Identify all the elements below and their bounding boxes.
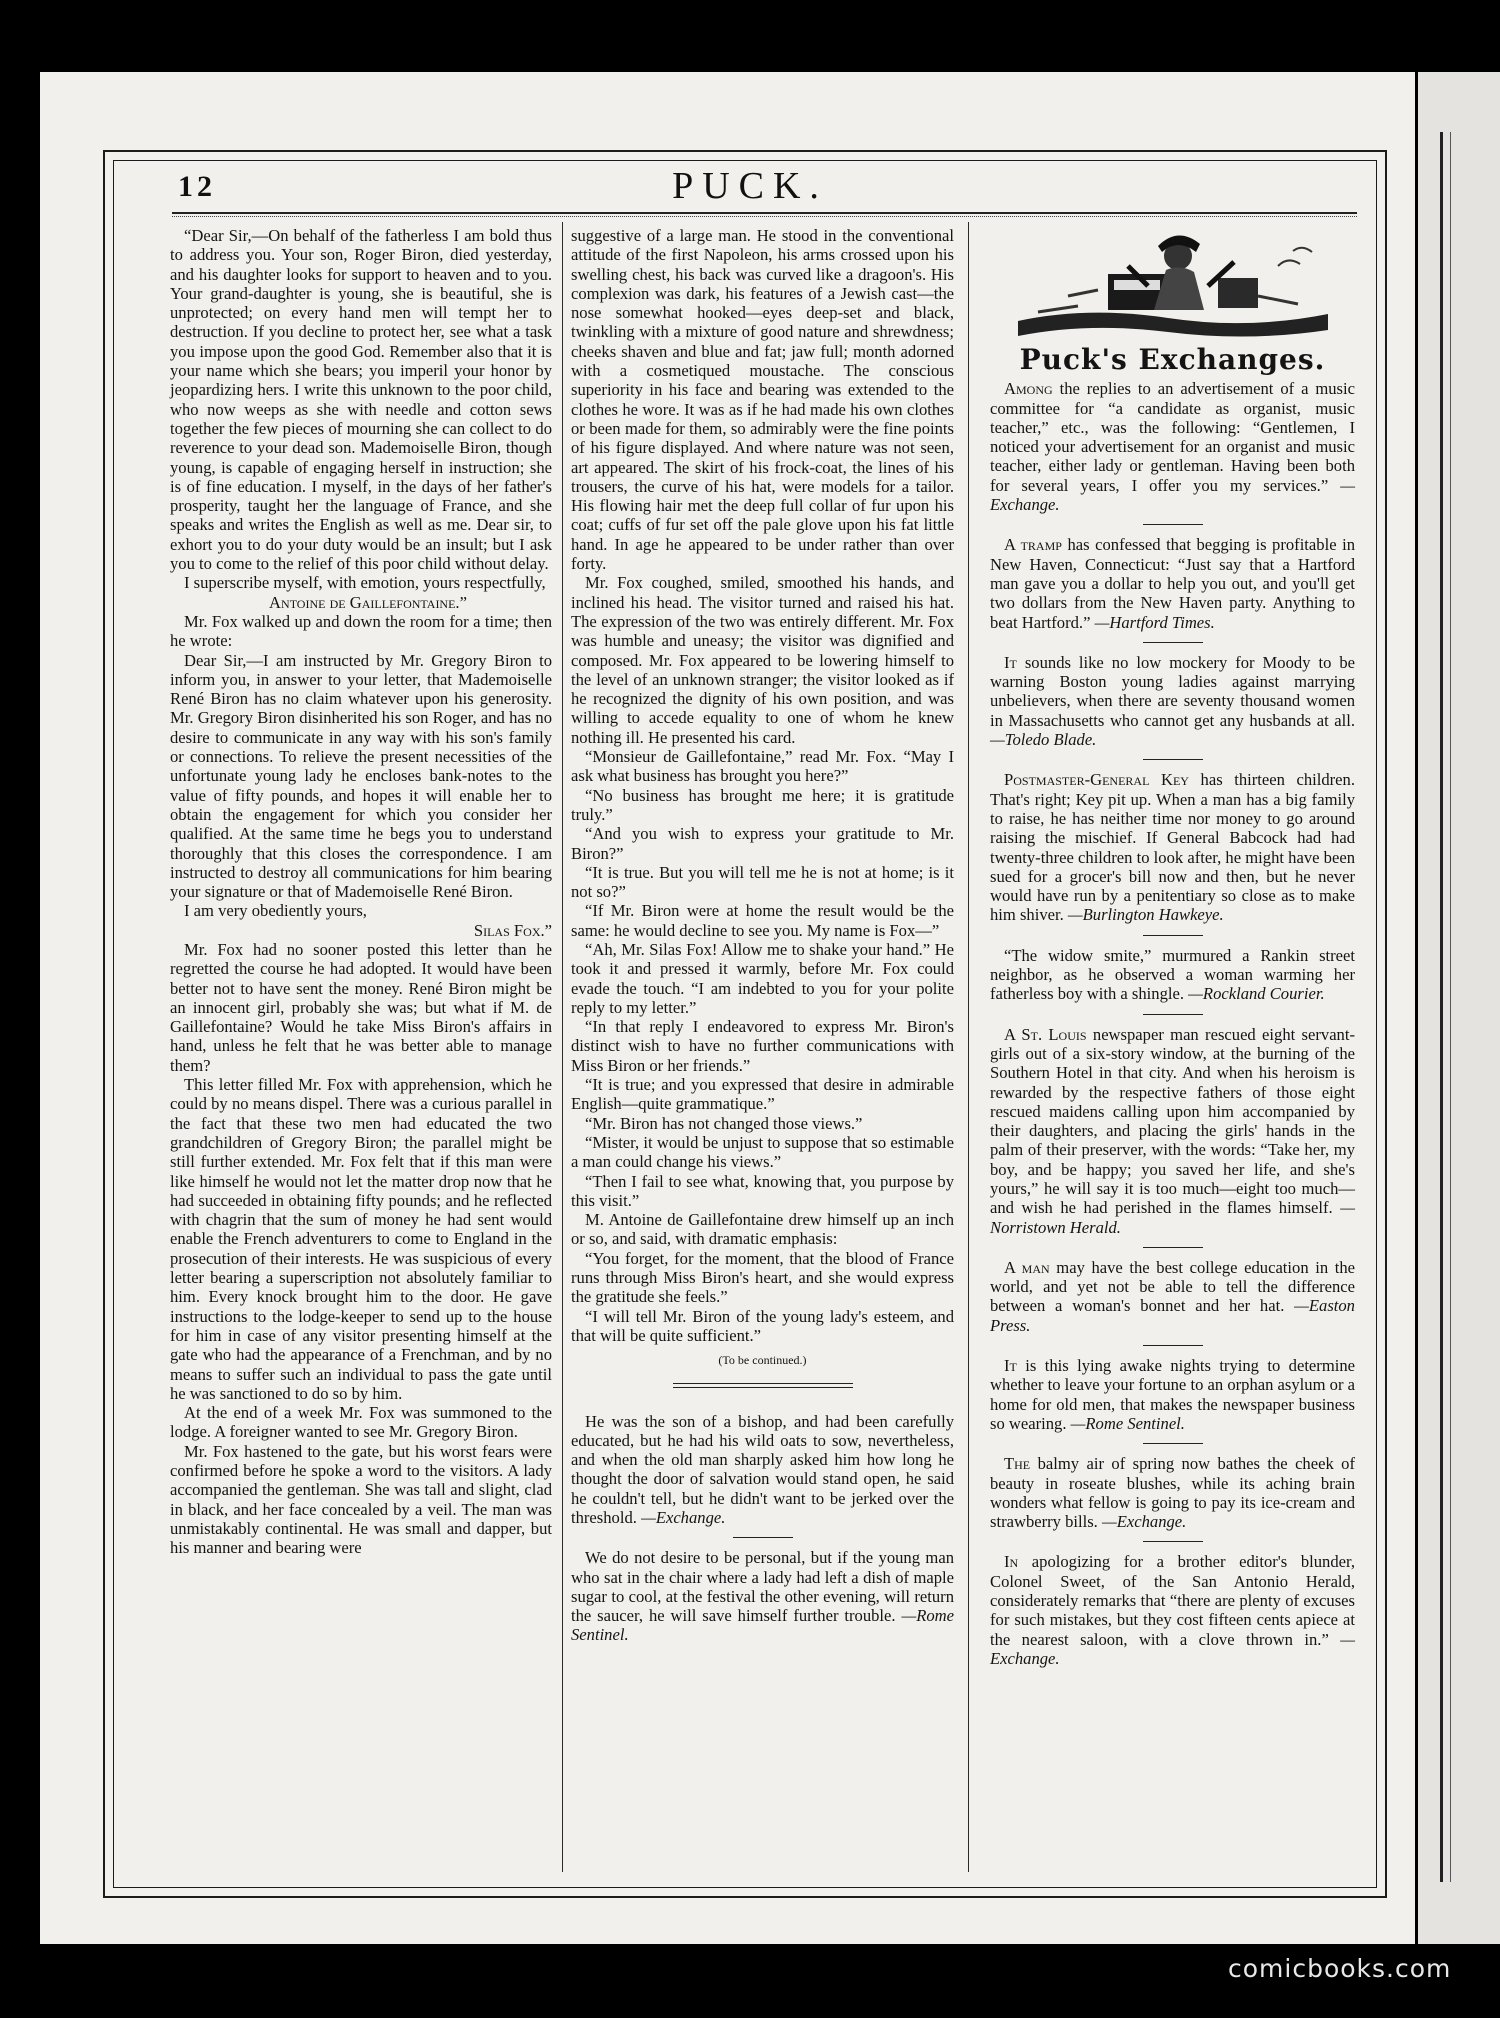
story-paragraph: Mr. Fox walked up and down the room for a time; then he wrote:	[170, 611, 552, 651]
letter-paragraph: “Dear Sir,—On behalf of the fatherless I am bold thus to address you. Your son, Roger Biron, died yesterday, and his daughter looks for support to heaven and to you. Your grand-daughter is young, she is beautiful, she is unprotected; on every hand men will tempt her to destruction. If you decline to protect her, see what a task you impose upon the good God. Remember also that it is your name which she bears; you imperil your honor by jeopardizing hers. I write this unknown to the poor child, who now weeps as she with needle and cotton sews together the few pieces of mourning she can collect to do reverence to your dead son. Mademoiselle Biron, though young, is capable of engaging herself in instruction; she is of fine education. I myself, in the days of her father's prosperity, taught her the language of France, and she speaks and writes the English as well as me. Dear sir, to exhort you to do your duty would be an insult; but I ask you to come to the relief of this poor child without delay.	[170, 226, 552, 574]
column-3	[990, 226, 1355, 1668]
exchange-item	[990, 770, 1355, 924]
header-rule	[172, 212, 1357, 214]
story-paragraph: At the end of a week Mr. Fox was summoned to the lodge. A foreigner wanted to see Mr. Gregory Biron.	[170, 1403, 552, 1442]
exchange-item-source: —Easton Press.	[990, 1296, 1355, 1335]
dialogue-line: “I will tell Mr. Biron of the young lady's esteem, and that will be quite sufficient.”	[571, 1306, 954, 1345]
dialogue-line: “Ah, Mr. Silas Fox! Allow me to shake your hand.” He took it and pressed it warmly, before Mr. Fox could evade the touch. “I am indebted to you for your polite reply to my letter.”	[571, 939, 954, 1017]
story-paragraph: Mr. Fox coughed, smiled, smoothed his hands, and inclined his head. The visitor turned and raised his hat. The expression of the two was entirely different. Mr. Fox was humble and uneasy; the visitor was dignified and composed. Mr. Fox appeared to be lowering himself to the level of an unknown stranger; the visitor looked as if he recognized the dignity of his own position, and was willing to accede equality to one of whom he knew nothing ill. He presented his card.	[571, 573, 954, 747]
exchange-item-source: —Exchange.	[990, 1629, 1355, 1668]
exchange-item-text: has thirteen children. That's right; Key pit up. When a man has a big family to raise, he has neither time nor money to go around raising the mischief. If General Babcock had had twenty-three children to look after, he might have been sued for a grocer's bill now and then, but he never would have run by a penitentiary so close as to make him shiver.	[990, 770, 1355, 925]
story-paragraph: Mr. Fox hastened to the gate, but his worst fears were confirmed before he spoke a word to the visitors. A lady accompanied the gentleman. She was tall and slight, clad in black, and her face concealed by a veil. The man was unmistakably continental. He was small and dapper, but his manner and bearing were	[170, 1441, 552, 1558]
exchange-item-source: —Norristown Herald.	[990, 1198, 1355, 1237]
exchange-item-source: —Rome Sentinel.	[1070, 1413, 1185, 1433]
exchange-item-source: —Burlington Hawkeye.	[1067, 905, 1224, 925]
exchange-item	[990, 379, 1355, 514]
to-be-continued: (To be continued.)	[718, 1353, 807, 1368]
reply-letter-signature: Silas Fox.”	[473, 920, 552, 940]
news-item-text: He was the son of a bishop, and had been carefully educated, but he had his wild oats to sow, nevertheless, and when the old man sharply asked him how long he thought the door of salvation would stand open, he said he couldn't tell, but he didn't want to be jerked over the threshold.	[571, 1411, 954, 1527]
exchange-item	[990, 1025, 1355, 1237]
exchange-item	[990, 1454, 1355, 1531]
exchange-item-text: newspaper man rescued eight servant-girls out of a six-story window, at the burning of the Southern Hotel in that city. And when his heroism is rewarded by the respective fathers of those eight rescued maidens calling upon him accompanied by their daughters, and placing the girls' hands in the palm of their preserver, with the words: “Take her, my boy, and be happy; you saved her life, and she's yours,” he will say it is too much—eight too much—and wish he had perished in the flames himself.	[990, 1024, 1355, 1218]
story-paragraph: Mr. Fox had no sooner posted this letter than he regretted the course he had adopted. It would have been better not to have sent the money. René Biron might be an innocent girl, probably she was; but what if M. de Gaillefontaine? Would he take Miss Biron's affairs in hand, unless he felt that he was better able to manage them?	[170, 939, 552, 1075]
exchange-item-text: has confessed that begging is profitable in New Haven, Connecticut: “Just say that a Hartford man gave you a dollar to help you out, and you'll get two dollars from the New Haven party. Anything to beat Hartford.”	[990, 535, 1355, 632]
item-rule	[1143, 1247, 1203, 1248]
story-paragraph: suggestive of a large man. He stood in the conventional attitude of the first Napoleon, his arms crossed upon his swelling chest, his back was curved like a dragoon's. His complexion was dark, his features of a Jewish cast—the nose somewhat hooked—eyes deep-set and black, twinkling with a mixture of good nature and shrewdness; cheeks shaven and blue and fat; jaw full; month adorned with a cosmetiqued moustache. The conscious superiority in his face and bearing was extended to the clothes he wore. It was as if he had made his own clothes or been made for them, so admirably were the fine points of his figure displayed. And where nature was not seen, art appeared. The skirt of his frock-coat, the lines of his trousers, the curve of his hat, were models for a tailor. His flowing hair met the deep full collar of fur upon his coat; cuffs of fur set off the pale glove upon his fat little hand. In age he appeared to be under rather than over forty.	[571, 226, 954, 574]
exchange-item-lead: The	[1004, 1454, 1031, 1474]
reply-letter-closing: I am very obediently yours,	[184, 901, 367, 921]
exchange-item-lead: It	[1004, 652, 1017, 672]
exchange-item-source: —Toledo Blade.	[990, 730, 1097, 750]
item-rule	[1143, 759, 1203, 760]
dialogue-line: “Monsieur de Gaillefontaine,” read Mr. Fox. “May I ask what business has brought you here?”	[571, 747, 954, 786]
column-2	[571, 226, 954, 1645]
exchange-item-text: balmy air of spring now bathes the cheek of beauty in roseate blushes, while its aching brain wonders what fellow is going to pay its ice-cream and strawberry bills.	[990, 1454, 1355, 1532]
reply-letter-paragraph: Dear Sir,—I am instructed by Mr. Gregory Biron to inform you, in answer to your letter, that Mademoiselle René Biron has no claim whatever upon his generosity. Mr. Gregory Biron disinherited his son Roger, and has no desire to communicate in any way with his son's family or connections. To relieve the present necessities of the unfortunate young lady he encloses bank-notes to the value of fifty pounds, and hopes it will enable her to obtain the engagement for which you consider her qualified. At the same time he begs you to understand thoroughly that this closes the correspondence. I am instructed to destroy all communications for him bearing your signature or that of Mademoiselle René Biron.	[170, 650, 552, 902]
dialogue-line: “And you wish to express your gratitude to Mr. Biron?”	[571, 824, 954, 863]
dialogue-line: “It is true. But you will tell me he is not at home; is it not so?”	[571, 862, 954, 902]
exchange-items	[990, 379, 1355, 1668]
dialogue-line: “You forget, for the moment, that the blood of France runs through Miss Biron's heart, and she would express the gratitude she feels.”	[571, 1248, 954, 1307]
exchange-item	[990, 1258, 1355, 1335]
exchange-item-lead: A man	[1004, 1257, 1050, 1277]
exchange-item-lead: Postmaster-General Key	[1004, 770, 1189, 790]
exchange-item-source: —Exchange.	[990, 475, 1355, 515]
exchange-item-source: —Hartford Times.	[1094, 612, 1215, 632]
exchange-item-lead: In	[1004, 1552, 1019, 1572]
site-watermark: comicbooks.com	[1228, 1954, 1452, 1983]
dialogue-line: “No business has brought me here; it is gratitude truly.”	[571, 785, 954, 824]
exchange-item-lead: A St. Louis	[1004, 1024, 1087, 1044]
letter-closing: I superscribe myself, with emotion, yours respectfully,	[184, 573, 546, 593]
column-1	[170, 226, 552, 1557]
item-rule	[1143, 935, 1203, 936]
exchange-item-text: apologizing for a brother editor's blunder, Colonel Sweet, of the San Antonio Herald, considerately remarks that “there are plenty of excuses for such mistakes, but they cost fifteen cents apiece at the nearest saloon, with a clove thrown in.”	[990, 1552, 1355, 1649]
story-paragraph: M. Antoine de Gaillefontaine drew himself up an inch or so, and said, with dramatic emphasis:	[571, 1210, 954, 1249]
dialogue-line: “In that reply I endeavored to express Mr. Biron's distinct wish to have no further communications with Miss Biron or her friends.”	[571, 1017, 954, 1075]
item-rule	[1143, 642, 1203, 643]
item-rule	[733, 1537, 793, 1538]
exchange-item-lead: It	[1004, 1356, 1017, 1376]
item-rule	[1143, 524, 1203, 525]
news-item-source: —Rome Sentinel.	[571, 1606, 955, 1645]
dialogue-line: “Then I fail to see what, knowing that, you purpose by this visit.”	[571, 1171, 954, 1210]
exchange-item-source: —Exchange.	[1102, 1512, 1187, 1532]
exchange-item-text: is this lying awake nights trying to determine whether to leave your fortune to an orphan asylum or a home for old men, that makes the newspaper business so wearing.	[990, 1356, 1355, 1433]
exchange-item	[990, 1552, 1355, 1668]
header-rule-dotted	[172, 216, 1357, 217]
exchange-item	[990, 535, 1355, 631]
exchanges-heading: Puck's Exchanges.	[1019, 343, 1326, 376]
puck-exchanges-illustration	[1008, 226, 1338, 346]
item-rule	[1143, 1345, 1203, 1346]
letter-signature: Antoine de Gaillefontaine.”	[269, 592, 467, 612]
column-divider-1	[562, 222, 563, 1872]
exchange-item-lead: A tramp	[1004, 535, 1062, 555]
news-item-text: We do not desire to be personal, but if the young man who sat in the chair where a lady had left a dish of maple sugar to cool, at the festival the other evening, will return the saucer, he will save himself further trouble.	[571, 1548, 954, 1626]
exchange-item-text: “The widow smite,” murmured a Rankin street neighbor, as he observed a woman warming her fatherless boy with a shingle.	[990, 945, 1355, 1004]
next-page-edge	[1418, 72, 1500, 1944]
item-rule	[1143, 1014, 1203, 1015]
dialogue-line: “Mr. Biron has not changed those views.”	[585, 1113, 863, 1133]
dialogue-line: “If Mr. Biron were at home the result would be the same: he would decline to see you. My name is Fox—”	[571, 901, 954, 940]
page-number: 12	[178, 170, 216, 203]
dialogue-line: “Mister, it would be unjust to suppose that so estimable a man could change his views.”	[571, 1132, 954, 1172]
exchange-item-text: sounds like no low mockery for Moody to be warning Boston young ladies against marrying unbelievers, when there are seventy thousand women in Massachusetts who cannot get any husbands at all.	[990, 652, 1355, 730]
exchange-item	[990, 1356, 1355, 1433]
exchange-item	[990, 653, 1355, 749]
news-item-source: —Exchange.	[641, 1508, 726, 1527]
exchange-item	[990, 946, 1355, 1004]
news-item	[571, 1548, 954, 1644]
exchange-item-text: may have the best college education in the world, and yet not be able to tell the difference between a woman's bonnet and her hat.	[990, 1257, 1356, 1316]
dialogue-line: “It is true; and you expressed that desire in admirable English—quite grammatique.”	[571, 1075, 954, 1114]
section-rule	[673, 1383, 853, 1388]
exchange-item-lead: Among	[1004, 379, 1053, 399]
story-paragraph: This letter filled Mr. Fox with apprehension, which he could by no means dispel. There was a curious parallel in the fact that these two men had educated the two grandchildren of Gregory Biron; the parallel might be still further extended. Mr. Fox felt that if this man were like himself he would not let the matter drop now that he had succeeded in obtaining fifty pounds; and he reflected with chagrin that the sum of money he had sent would enable the French adventurers to come to England in the prosecution of their interests. He was suspicious of every letter bearing a superscription not absolutely familiar to him. Every knock brought him to the door. He gave instructions to the lodge-keeper to send up to the house for him in case of any visitor presenting himself at the gate who had the appearance of a Frenchman, and by no means to suffer such an individual to pass the gate until he was sanctioned to do so by him.	[170, 1075, 552, 1403]
exchange-item-source: —Rockland Courier.	[1188, 984, 1325, 1004]
masthead-title: PUCK.	[672, 165, 828, 207]
item-rule	[1143, 1443, 1203, 1444]
exchange-item-text: the replies to an advertisement of a music committee for “a candidate as organist, music teacher,” etc., was the following: “Gentlemen, I noticed your advertisement for an organist and music teacher, either lady or gentleman. Having been both for several years, I offer you my services.”	[990, 379, 1355, 495]
column-divider-2	[968, 222, 969, 1872]
item-rule	[1143, 1541, 1203, 1542]
news-item	[571, 1412, 954, 1528]
